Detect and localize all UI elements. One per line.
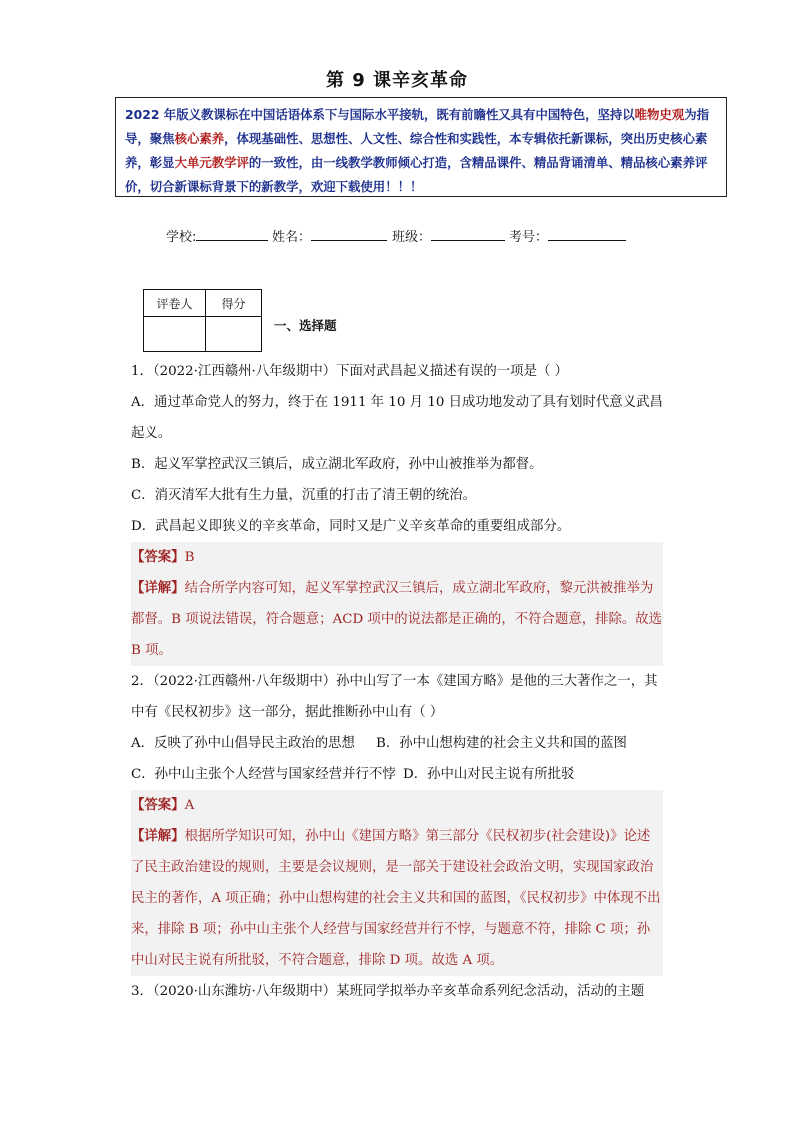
question-1-detail — [131, 573, 663, 666]
question-2-options-ab — [131, 728, 663, 759]
question-1-answer — [131, 542, 663, 573]
question-2-answer — [131, 790, 663, 821]
intro-text-2: 为指导，聚焦 — [125, 107, 709, 146]
class-label: 班级： — [392, 230, 432, 245]
answer-value: A — [184, 798, 195, 813]
intro-highlight-3: 大单元教学评 — [174, 155, 249, 170]
page-title: 第 9 课辛亥革命 — [325, 70, 469, 91]
question-1-answer-block — [131, 542, 663, 666]
school-label: 学校: — [166, 230, 197, 245]
detail-text: 结合所学内容可知，起义军掌控武汉三镇后，成立湖北军政府，黎元洪被推举为都督。B 项说法错误，符合题意；ACD 项中的说法都是正确的，不符合题意，排除。故选 B 项。 — [131, 581, 663, 658]
name-blank[interactable] — [311, 226, 387, 241]
question-1-option-a: A．通过革命党人的努力，终于在 1911 年 10 月 10 日成功地发动了具有划时代意义武昌起义。 — [131, 395, 663, 441]
intro-text-4: 的一致性，由一线教学教师倾心打造，含精品课件、精品背诵清单、精品核心素养评价，切合新课标背景下的新教学，欢迎下载使用！！！ — [125, 155, 708, 194]
question-3-stem: 3．（2020·山东潍坊·八年级期中）某班同学拟举办辛亥革命系列纪念活动，活动的主题 — [131, 984, 645, 999]
score-header: 得分 — [206, 290, 262, 317]
intro-notice-box — [115, 97, 727, 197]
question-list — [131, 356, 663, 1007]
intro-text-1: 2022 年版义教课标在中国话语体系下与国际水平接轨，既有前瞻性又具有中国特色，坚持以 — [125, 107, 635, 122]
question-1-option-d: D．武昌起义即狭义的辛亥革命，同时又是广义辛亥革命的重要组成部分。 — [131, 519, 571, 534]
question-2-option-c: C．孙中山主张个人经营与国家经营并行不悖 — [131, 767, 396, 782]
name-label: 姓名： — [272, 230, 312, 245]
number-blank[interactable] — [548, 226, 626, 241]
question-2-detail — [131, 821, 663, 976]
intro-highlight-1: 唯物史观 — [634, 107, 685, 122]
class-blank[interactable] — [431, 226, 505, 241]
answer-label: 【答案】 — [131, 797, 185, 813]
question-2-option-b: B．孙中山想构建的社会主义共和国的蓝图 — [376, 736, 627, 751]
intro-highlight-2: 核心素养 — [174, 131, 225, 146]
question-2-option-a: A．反映了孙中山倡导民主政治的思想 — [131, 736, 355, 751]
number-label: 考号： — [509, 230, 549, 245]
section-title: 一、选择题 — [274, 318, 337, 333]
question-2-options-cd — [131, 759, 663, 790]
intro-text-3: ，体现基础性、思想性、人文性、综合性和实践性，本专辑依托新课标，突出历史核心素养，彰显 — [125, 131, 708, 170]
name-field[interactable] — [272, 226, 387, 245]
detail-text: 根据所学知识可知，孙中山《建国方略》第三部分《民权初步(社会建设)》论述了民主政治建设的规则，主要是会议规则，是一部关于建设社会政治文明，实现国家政治民主的著作，A 项正确；孙中山想构建的社会主义共和国的蓝图，《民权初步》中体现不出来，排除 B 项；孙中山主张个人经营与国家经营并行不悖，与题意不符，排除 C 项；孙中山对民主说有所批驳，不符合题意，排除 D 项。故选 A 项。 — [131, 829, 661, 968]
number-field[interactable] — [509, 226, 626, 245]
score-cell[interactable] — [206, 317, 262, 352]
answer-label: 【答案】 — [131, 549, 185, 565]
question-2-stem: 2．（2022·江西赣州·八年级期中）孙中山写了一本《建国方略》是他的三大著作之一，其中有《民权初步》这一部分，据此推断孙中山有（ ） — [131, 674, 658, 720]
detail-label: 【详解】 — [131, 828, 185, 844]
student-info-line — [166, 226, 646, 246]
grader-cell[interactable] — [144, 317, 206, 352]
question-2-answer-block — [131, 790, 663, 976]
answer-value: B — [184, 550, 195, 565]
school-blank[interactable] — [196, 226, 268, 241]
question-1-option-b: B．起义军掌控武汉三镇后，成立湖北军政府，孙中山被推举为都督。 — [131, 457, 543, 472]
school-field[interactable] — [166, 226, 268, 245]
question-1-option-c: C．消灭清军大批有生力量，沉重的打击了清王朝的统治。 — [131, 488, 477, 503]
question-1-stem: 1．（2022·江西赣州·八年级期中）下面对武昌起义描述有误的一项是（ ） — [131, 364, 568, 379]
question-2-option-d: D．孙中山对民主说有所批驳 — [403, 767, 575, 782]
grader-header: 评卷人 — [144, 290, 206, 317]
class-field[interactable] — [392, 226, 505, 245]
score-table — [143, 289, 262, 352]
detail-label: 【详解】 — [131, 580, 185, 596]
